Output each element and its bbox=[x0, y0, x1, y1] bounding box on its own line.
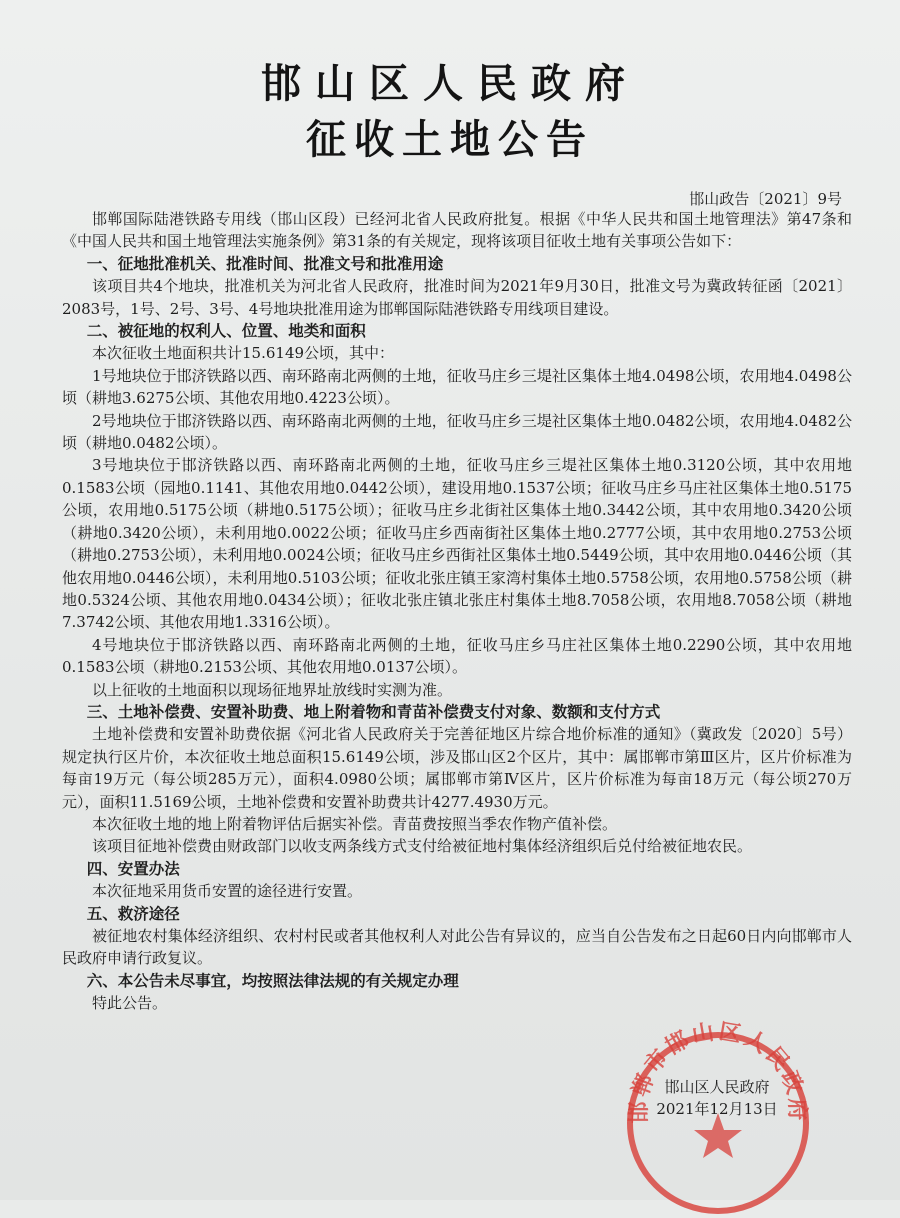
section-1-paragraph: 该项目共4个地块，批准机关为河北省人民政府，批准时间为2021年9月30日，批准文号为冀政转征函〔2021〕2083号，1号、2号、3号、4号地块批准用途为邯郸国际陆港铁路专用线项目建设。 bbox=[62, 277, 852, 318]
section-1-heading: 一、征地批准机关、批准时间、批准文号和批准用途 bbox=[86, 254, 444, 273]
document-title: 邯山区人民政府 bbox=[261, 61, 639, 107]
section-2-paragraph: 3号地块位于邯济铁路以西、南环路南北两侧的土地，征收马庄乡三堤社区集体土地0.3120公顷，其中农用地0.1583公顷（园地0.1141、其他农用地0.0442公顷），建设用地0.1537公顷；征收马庄乡马庄社区集体土地0.5175公顷，农用地0.5175公顷（耕地0.5175公顷）；征收马庄乡北街社区集体土地0.3442公顷，其中农用地0.3420公顷（耕地0.3420公顷），未利用地0.0022公顷；征收马庄乡西南街社区集体土地0.2777公顷，其中农用地0.2753公顷（耕地0.2753公顷），未利用地0.0024公顷；征收马庄乡西街社区集体土地0.5449公顷，其中农用地0.0446公顷（其他农用地0.0446公顷），未利用地0.5103公顷；征收北张庄镇王家湾村集体土地0.5758公顷，农用地0.5758公顷（耕地0.5324公顷、其他农用地0.0434公顷）；征收北张庄镇北张庄村集体土地8.7058公顷，农用地8.7058公顷（耕地7.3742公顷、其他农用地1.3316公顷）。 bbox=[62, 456, 852, 632]
intro-paragraph: 邯郸国际陆港铁路专用线（邯山区段）已经河北省人民政府批复。根据《中华人民共和国土地管理法》第47条和《中国人民共和国土地管理法实施条例》第31条的有关规定，现将该项目征收土地有关事项公告如下： bbox=[62, 210, 852, 251]
signature-block bbox=[642, 1076, 792, 1120]
section-5-paragraph: 被征地农村集体经济组织、农村村民或者其他权利人对此公告有异议的，应当自公告发布之日起60日内向邯郸市人民政府申请行政复议。 bbox=[62, 927, 852, 968]
section-5-heading: 五、救济途径 bbox=[86, 904, 180, 923]
signature-date: 2021年12月13日 bbox=[656, 1100, 778, 1118]
section-3-paragraph: 本次征收土地的地上附着物评估后据实补偿。青苗费按照当季农作物产值补偿。 bbox=[92, 814, 618, 833]
document-body bbox=[62, 208, 852, 1015]
document-subtitle: 征收土地公告 bbox=[306, 117, 594, 163]
document-number: 邯山政告〔2021〕9号 bbox=[689, 190, 842, 208]
section-3-paragraph: 土地补偿费和安置补助费依据《河北省人民政府关于完善征地区片综合地价标准的通知》（冀政发〔2020〕5号）规定执行区片价，本次征收土地总面积15.6149公顷，涉及邯山区2个区片，其中：属邯郸市第Ⅲ区片，区片价标准为每亩19万元（每公顷285万元），面积4.0980公顷；属邯郸市第Ⅳ区片，区片价标准为每亩18万元（每公顷270万元），面积11.5169公顷，土地补偿费和安置补助费共计4277.4930万元。 bbox=[62, 725, 852, 811]
section-2-paragraph: 4号地块位于邯济铁路以西、南环路南北两侧的土地，征收马庄乡马庄社区集体土地0.2290公顷，其中农用地0.1583公顷（耕地0.2153公顷、其他农用地0.0137公顷）。 bbox=[62, 635, 852, 677]
closing-text: 特此公告。 bbox=[92, 994, 168, 1013]
section-2-heading: 二、被征地的权利人、位置、地类和面积 bbox=[86, 322, 366, 341]
signature-org: 邯山区人民政府 bbox=[664, 1078, 770, 1096]
section-4-paragraph: 本次征地采用货币安置的途径进行安置。 bbox=[92, 882, 363, 901]
section-3-heading: 三、土地补偿费、安置补助费、地上附着物和青苗补偿费支付对象、数额和支付方式 bbox=[86, 702, 661, 721]
section-2-paragraph: 本次征收土地面积共计15.6149公顷，其中： bbox=[92, 344, 395, 363]
section-4-heading: 四、安置办法 bbox=[86, 859, 180, 878]
section-3-paragraph: 该项目征地补偿费由财政部门以收支两条线方式支付给被征地村集体经济组织后兑付给被征地农民。 bbox=[92, 837, 753, 856]
section-6-heading: 六、本公告未尽事宜，均按照法律法规的有关规定办理 bbox=[86, 971, 459, 990]
section-2-paragraph: 以上征收的土地面积以现场征地界址放线时实测为准。 bbox=[92, 680, 453, 699]
section-2-paragraph: 1号地块位于邯济铁路以西、南环路南北两侧的土地，征收马庄乡三堤社区集体土地4.0498公顷，农用地4.0498公顷（耕地3.6275公顷、其他农用地0.4223公顷）。 bbox=[62, 366, 852, 408]
section-2-paragraph: 2号地块位于邯济铁路以西、南环路南北两侧的土地，征收马庄乡三堤社区集体土地0.0482公顷，农用地4.0482公顷（耕地0.0482公顷）。 bbox=[62, 411, 852, 453]
svg-text:邯郸市邯山区人民政府: 邯郸市邯山区人民政府 bbox=[626, 1019, 810, 1124]
